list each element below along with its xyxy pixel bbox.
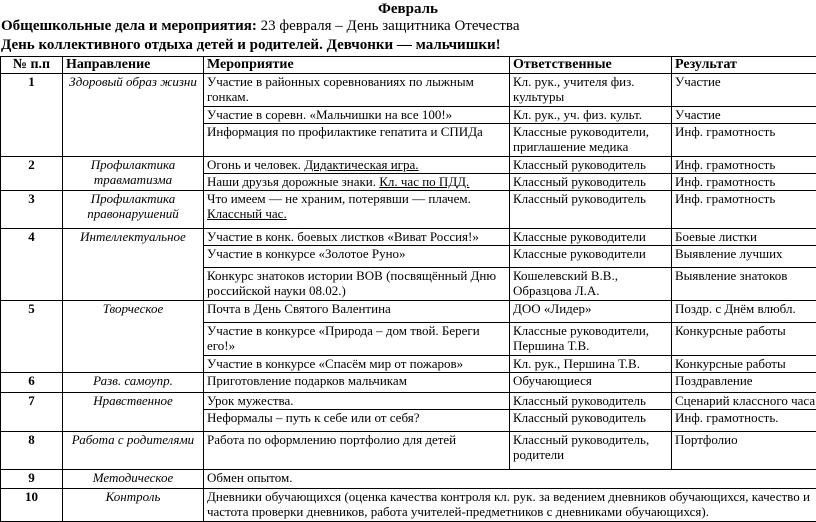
responsible-cell: Классный руководитель	[510, 191, 672, 229]
responsible-cell: Кл. рук., учителя физ. культуры	[510, 74, 672, 107]
section-number: 5	[1, 301, 63, 373]
table-header-row	[1, 57, 816, 74]
school-events-text: 23 февраля – День защитника Отечества	[257, 18, 520, 34]
result-cell: Поздр. с Днём влюбл.	[672, 301, 816, 323]
section-direction: Нравственное	[63, 393, 204, 432]
section-direction: Интеллектуальное	[63, 229, 204, 301]
result-cell: Инф. грамотность.	[672, 410, 816, 432]
table-row	[1, 432, 816, 470]
result-cell: Выявление знатоков	[672, 268, 816, 301]
result-cell: Конкурсные работы	[672, 356, 816, 373]
result-cell: Инф. грамотность	[672, 174, 816, 191]
result-cell: Участие	[672, 74, 816, 107]
table-row	[1, 373, 816, 393]
section-direction: Профилактика правонарушений	[63, 191, 204, 229]
event-cell	[204, 157, 510, 174]
section-direction: Здоровый образ жизни	[63, 74, 204, 157]
result-cell: Поздравление	[672, 373, 816, 393]
responsible-cell: Классный руководитель	[510, 410, 672, 432]
event-cell: Работа по оформлению портфолио для детей	[204, 432, 510, 470]
section-number: 10	[1, 489, 63, 522]
event-cell: Обмен опытом.	[204, 470, 816, 489]
table-row	[1, 489, 816, 522]
section-direction: Разв. самоупр.	[63, 373, 204, 393]
event-cell	[204, 174, 510, 191]
event-cell: Участие в конкурсе «Спасём мир от пожаров»	[204, 356, 510, 373]
responsible-cell: Классные руководители, Першина Т.В.	[510, 323, 672, 356]
section-direction: Работа с родителями	[63, 432, 204, 470]
school-events-label: Общешкольные дела и мероприятия:	[1, 18, 257, 34]
responsible-cell: Кл. рук., уч. физ. культ.	[510, 107, 672, 124]
responsible-cell: Классный руководитель, родители	[510, 432, 672, 470]
event-cell: Участие в районных соревнованиях по лыжным гонкам.	[204, 74, 510, 107]
column-header-result: Результат	[672, 57, 816, 74]
section-number: 2	[1, 157, 63, 191]
responsible-cell: Классные руководители, приглашение медика	[510, 124, 672, 157]
responsible-cell: Классные руководители	[510, 246, 672, 268]
event-text: Наши друзья дорожные знаки.	[207, 174, 379, 189]
responsible-cell: Классный руководитель	[510, 174, 672, 191]
event-format-underlined: Дидактическая игра.	[304, 157, 418, 172]
column-header-number: № п.п	[1, 57, 63, 74]
section-direction: Методическое	[63, 470, 204, 489]
section-number: 9	[1, 470, 63, 489]
event-cell: Участие в соревн. «Мальчишки на все 100!»	[204, 107, 510, 124]
section-number: 8	[1, 432, 63, 470]
result-cell: Боевые листки	[672, 229, 816, 246]
table-row	[1, 229, 816, 246]
responsible-cell: Классный руководитель	[510, 157, 672, 174]
section-number: 1	[1, 74, 63, 157]
table-row	[1, 393, 816, 410]
family-day-line: День коллективного отдыха детей и родителей. Девчонки — мальчишки!	[1, 36, 501, 54]
page-month-title: Февраль	[0, 0, 816, 18]
result-cell: Инф. грамотность	[672, 124, 816, 157]
column-header-responsible: Ответственные	[510, 57, 672, 74]
event-cell: Информация по профилактике гепатита и СПИДа	[204, 124, 510, 157]
result-cell: Конкурсные работы	[672, 323, 816, 356]
event-cell	[204, 191, 510, 229]
result-cell: Участие	[672, 107, 816, 124]
section-number: 3	[1, 191, 63, 229]
event-cell: Участие в конкурсе «Природа – дом твой. Береги его!»	[204, 323, 510, 356]
section-number: 6	[1, 373, 63, 393]
table-row	[1, 301, 816, 323]
table-row	[1, 74, 816, 107]
result-cell: Инф. грамотность	[672, 191, 816, 229]
event-cell: Почта в День Святого Валентина	[204, 301, 510, 323]
result-cell: Портфолио	[672, 432, 816, 470]
table-row	[1, 191, 816, 229]
responsible-cell: Кошелевский В.В., Образцова Л.А.	[510, 268, 672, 301]
event-cell: Приготовление подарков мальчикам	[204, 373, 510, 393]
table-row	[1, 470, 816, 489]
responsible-cell: Кл. рук., Першина Т.В.	[510, 356, 672, 373]
section-direction: Творческое	[63, 301, 204, 373]
responsible-cell: Обучающиеся	[510, 373, 672, 393]
school-events-line	[1, 17, 519, 35]
column-header-direction: Направление	[63, 57, 204, 74]
section-number: 4	[1, 229, 63, 301]
result-cell: Выявление лучших	[672, 246, 816, 268]
section-number: 7	[1, 393, 63, 432]
event-cell: Неформалы – путь к себе или от себя?	[204, 410, 510, 432]
section-direction: Профилактика травматизма	[63, 157, 204, 191]
responsible-cell: Классные руководители	[510, 229, 672, 246]
event-text: Огонь и человек.	[207, 157, 304, 172]
event-format-underlined: Кл. час по ПДД.	[379, 174, 469, 189]
event-cell: Дневники обучающихся (оценка качества контроля кл. рук. за ведением дневников обучающихся, качество и частота проверки дневников, работа учителей-предметников с дневниками обучающихся).	[204, 489, 816, 522]
section-direction: Контроль	[63, 489, 204, 522]
event-cell: Участие в конкурсе «Золотое Руно»	[204, 246, 510, 268]
event-text: Что имеем — не храним, потерявши — плачем.	[207, 191, 471, 206]
table-row	[1, 157, 816, 174]
event-cell: Урок мужества.	[204, 393, 510, 410]
responsible-cell: ДОО «Лидер»	[510, 301, 672, 323]
activity-plan-table	[0, 56, 816, 522]
event-cell: Участие в конк. боевых листков «Виват Россия!»	[204, 229, 510, 246]
column-header-event: Мероприятие	[204, 57, 510, 74]
result-cell: Инф. грамотность	[672, 157, 816, 174]
responsible-cell: Классный руководитель	[510, 393, 672, 410]
result-cell: Сценарий классного часа	[672, 393, 816, 410]
event-cell: Конкурс знатоков истории ВОВ (посвящённый Дню российской науки 08.02.)	[204, 268, 510, 301]
event-format-underlined: Классный час.	[207, 206, 287, 221]
